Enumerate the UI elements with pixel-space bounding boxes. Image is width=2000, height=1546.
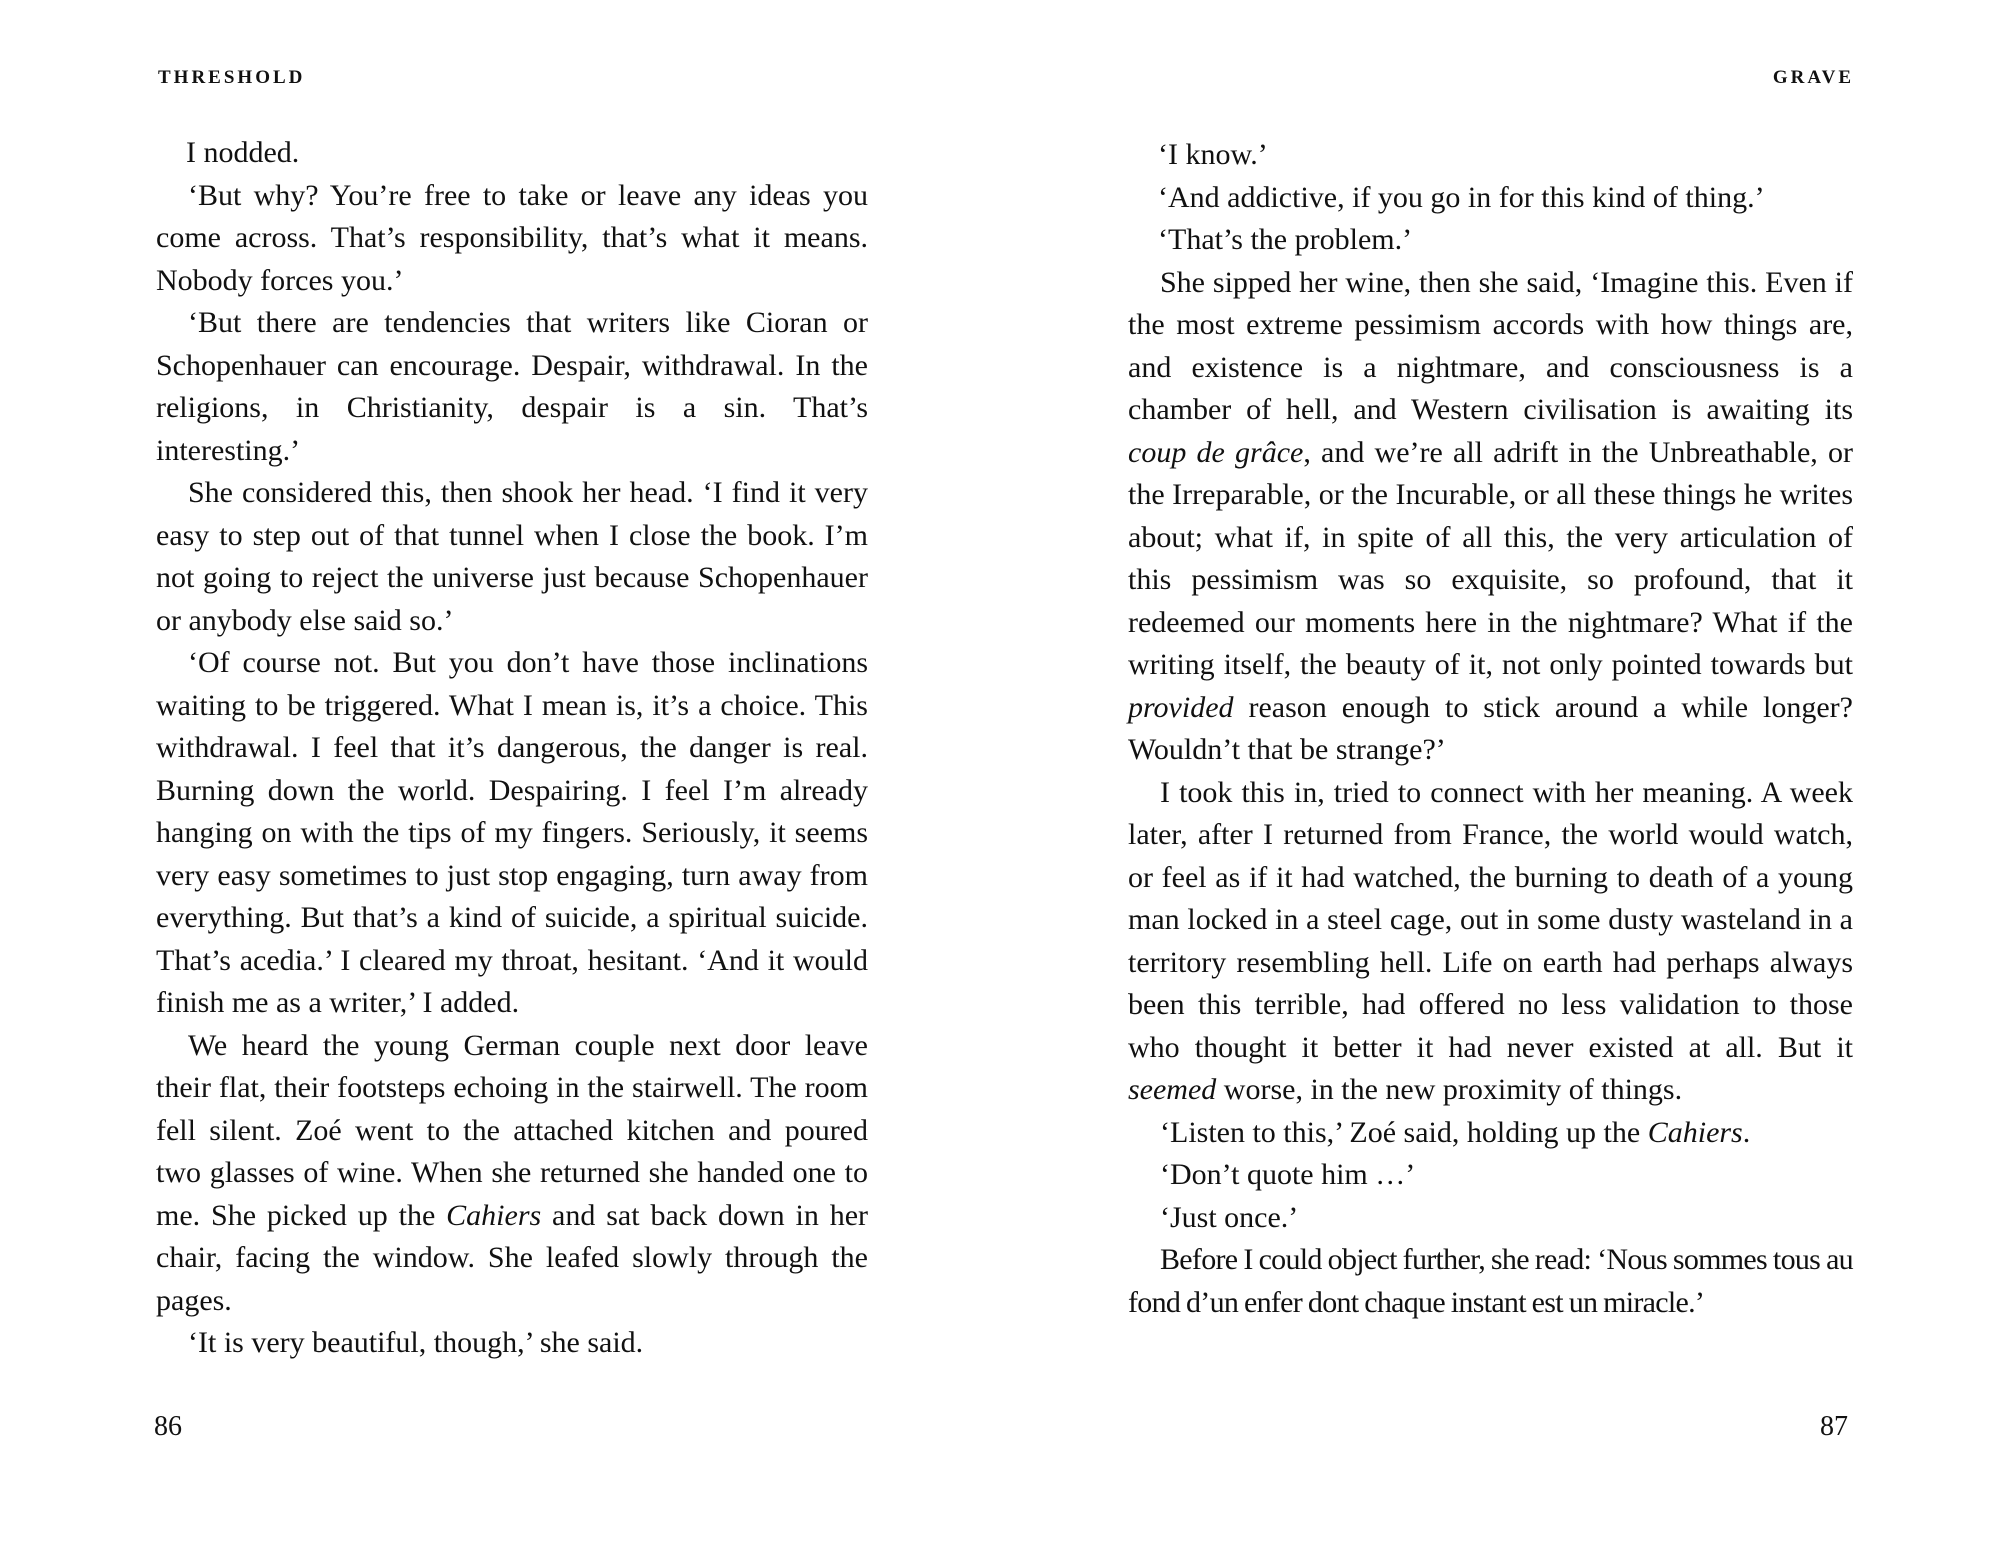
running-head-right: GRAVE [1772,67,1854,88]
paragraph: Before I could object further, she read: ‘Nous sommes tous au fond d’un enfer dont chaque instant est un miracle.’ [1128,1243,1853,1319]
page-number-right: 87 [1820,1411,1848,1442]
paragraph: ‘It is very beautiful, though,’ she said. [188,1326,644,1359]
page-number-left: 86 [154,1411,182,1442]
paragraph: ‘But why? You’re free to take or leave any ideas you come across. That’s responsibility, that’s what it means. Nobody forces you.’ [156,178,868,297]
paragraph: ‘Of course not. But you don’t have those inclinations waiting to be triggered. What I mean is, it’s a choice. This withdrawal. I feel that it’s dangerous, the danger is real. Burning down the world. Despairing. I feel I’m already hanging on with the tips of my fingers. Seriously, it seems very easy sometimes to just stop engaging, turn away from everything. But that’s a kind of suicide, a spiritual suicide. That’s acedia.’ I cleared my throat, hesitant. ‘And it would finish me as a writer,’ I added. [156,646,868,1019]
running-head-left: THRESHOLD [158,67,306,88]
paragraph: I nodded. [186,136,300,169]
paragraph: I took this in, tried to connect with her meaning. A week later, after I returned from France, the world would watch, or feel as if it had watched, the burning to death of a young man locked in a steel cage, out in some dusty wasteland in a territory resembling hell. Life on earth had perhaps always been this terrible, had offered no less validation to those who thought it better it had never existed at all. But it seemed worse, in the new proximity of things. [1128,775,1853,1106]
paragraph: ‘Just once.’ [1160,1200,1299,1234]
paragraph: ‘That’s the problem.’ [1158,223,1413,256]
right-page-body [1128,134,1853,1324]
paragraph: ‘But there are tendencies that writers like Cioran or Schopenhauer can encourage. Despair, withdrawal. In the religions, in Christianity, despair is a sin. That’s interesting.’ [156,306,868,467]
left-page-body [156,132,868,1365]
paragraph: ‘Don’t quote him …’ [1160,1158,1416,1191]
right-page [1000,0,2000,1546]
paragraph: ‘I know.’ [1158,138,1268,171]
paragraph: ‘And addictive, if you go in for this kind of thing.’ [1158,180,1765,214]
paragraph: She considered this, then shook her head. ‘I find it very easy to step out of that tunnel when I close the book. I’m not going to reject the universe just because Schopenhauer or anybody else said so.’ [156,476,868,637]
paragraph: She sipped her wine, then she said, ‘Imagine this. Even if the most extreme pessimism accords with how things are, and existence is a nightmare, and consciousness is a chamber of hell, and Western civilisation is awaiting its coup de grâce, and we’re all adrift in the Unbreathable, or the Irreparable, or the Incurable, or all these things he writes about; what if, in spite of all this, the very articulation of this pessimism was so exquisite, so profound, that it redeemed our moments here in the nightmare? What if the writing itself, the beauty of it, not only pointed towards but provided reason enough to stick around a while longer? Wouldn’t that be strange?’ [1128,265,1853,766]
paragraph: We heard the young German couple next door leave their flat, their footsteps echoing in the stairwell. The room fell silent. Zoé went to the attached kitchen and poured two glasses of wine. When she returned she handed one to me. She picked up the Cahiers and sat back down in her chair, facing the window. She leafed slowly through the pages. [156,1028,868,1317]
paragraph: ‘Listen to this,’ Zoé said, holding up the Cahiers. [1160,1115,1751,1149]
